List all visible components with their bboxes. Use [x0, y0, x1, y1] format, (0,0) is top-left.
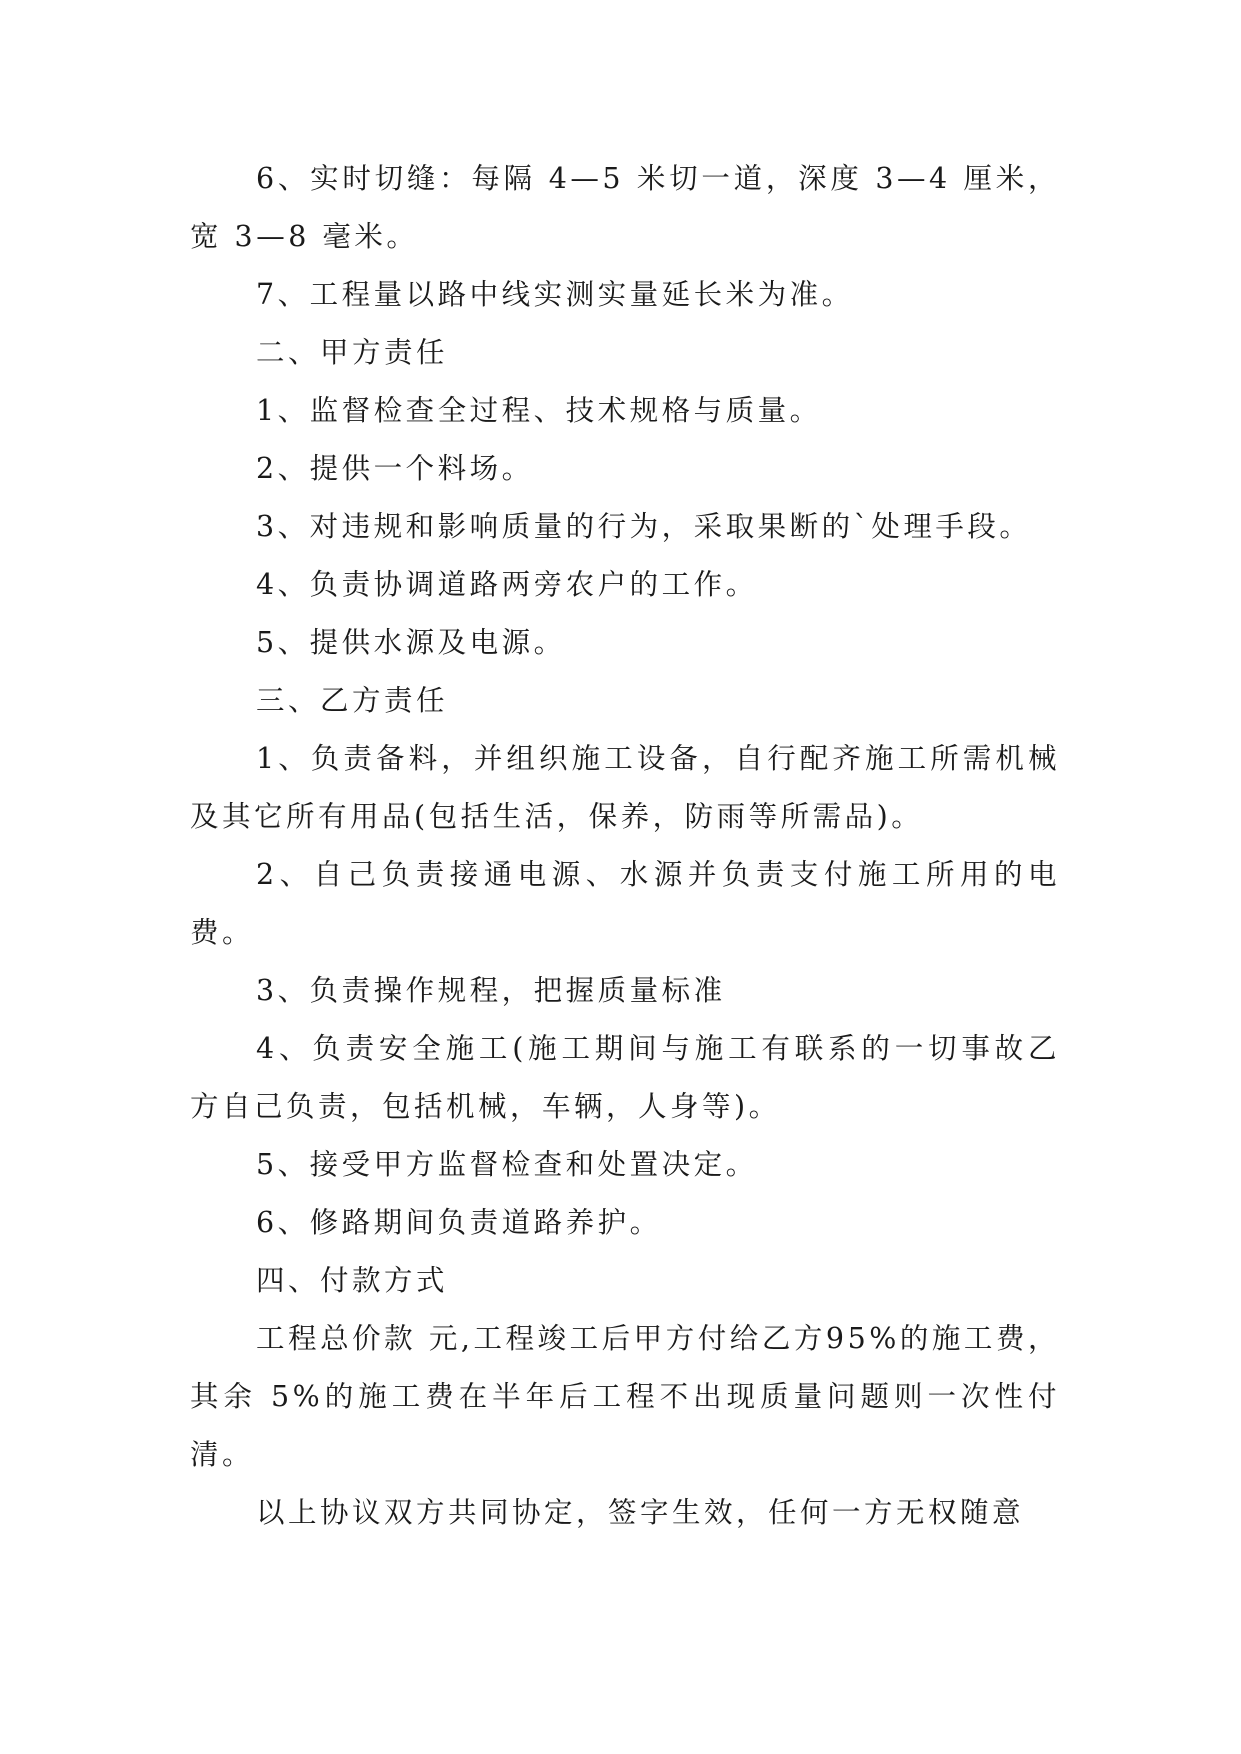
paragraph-cut-joints: 6、实时切缝：每隔 4—5 米切一道，深度 3—4 厘米，宽 3—8 毫米。: [190, 162, 1060, 253]
paragraph-quantity-measure: 7、工程量以路中线实测实量延长米为准。: [256, 278, 854, 311]
paragraph-party-b-item-6: 6、修路期间负责道路养护。: [256, 1206, 662, 1239]
section-heading-party-a: 二、甲方责任: [256, 336, 449, 369]
paragraph-party-a-item-4: 4、负责协调道路两旁农户的工作。: [256, 568, 758, 601]
paragraph-party-b-item-1: 1、负责备料，并组织施工设备，自行配齐施工所需机械及其它所有用品(包括生活，保养，防雨等所需品)。: [190, 742, 1060, 833]
paragraph-payment-terms: 工程总价款 元,工程竣工后甲方付给乙方95%的施工费，其余 5%的施工费在半年后工程不出现质量问题则一次性付清。: [190, 1322, 1060, 1471]
paragraph-party-a-item-5: 5、提供水源及电源。: [256, 626, 566, 659]
section-heading-payment: 四、付款方式: [256, 1264, 449, 1297]
paragraph-party-a-item-3: 3、对违规和影响质量的行为，采取果断的`处理手段。: [256, 510, 1032, 543]
document-body: [190, 150, 1060, 1542]
paragraph-party-a-item-2: 2、提供一个料场。: [256, 452, 534, 485]
section-heading-party-b: 三、乙方责任: [256, 684, 449, 717]
paragraph-party-b-item-5: 5、接受甲方监督检查和处置决定。: [256, 1148, 758, 1181]
paragraph-agreement-closing: 以上协议双方共同协定，签字生效，任何一方无权随意: [256, 1496, 1025, 1529]
paragraph-party-b-item-4: 4、负责安全施工(施工期间与施工有联系的一切事故乙方自己负责，包括机械，车辆，人身等)。: [190, 1032, 1060, 1123]
paragraph-party-a-item-1: 1、监督检查全过程、技术规格与质量。: [256, 394, 822, 427]
paragraph-party-b-item-2: 2、自己负责接通电源、水源并负责支付施工所用的电费。: [190, 858, 1060, 949]
paragraph-party-b-item-3: 3、负责操作规程，把握质量标准: [256, 974, 726, 1007]
